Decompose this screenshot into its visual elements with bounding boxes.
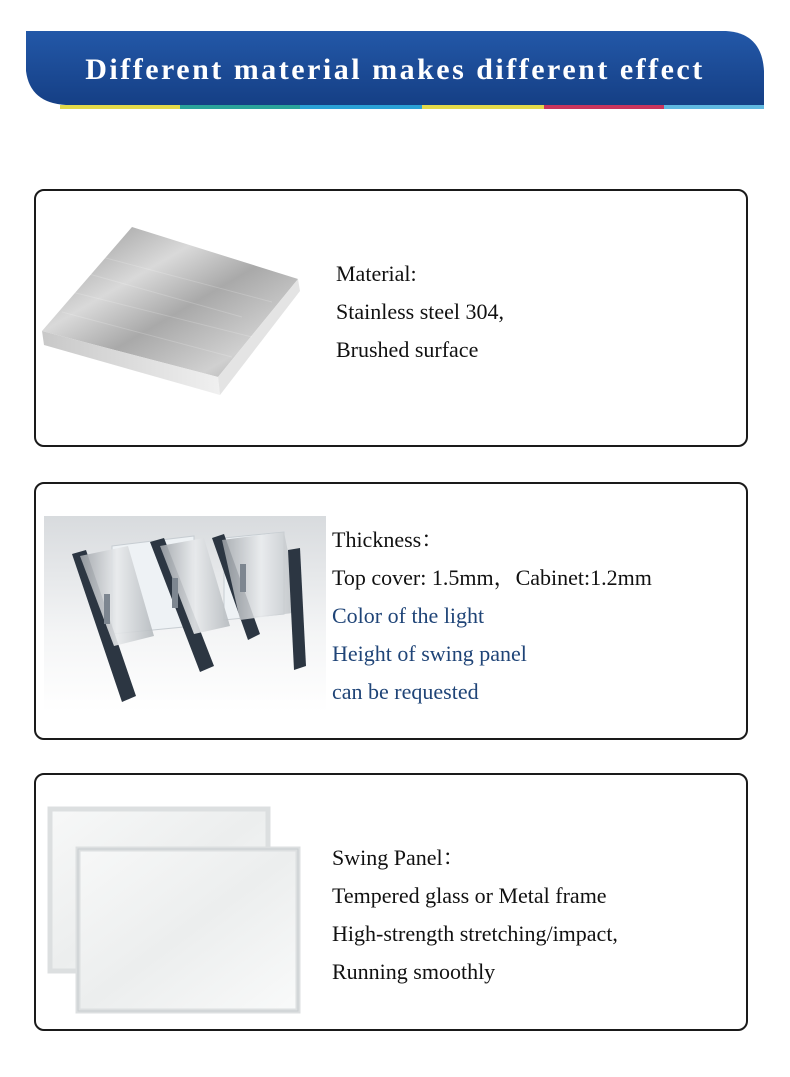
thickness-text bbox=[332, 521, 652, 711]
swing-gate-turnstile-image bbox=[44, 516, 326, 712]
material-line-1: Material: bbox=[336, 261, 417, 286]
swing-panel-line-1: Swing Panel： bbox=[332, 845, 465, 870]
light-color-line: Color of the light bbox=[332, 603, 485, 628]
swing-panel-card bbox=[34, 773, 748, 1031]
material-text bbox=[336, 255, 504, 369]
stripe-lightblue bbox=[664, 105, 764, 109]
swing-height-line: Height of swing panel bbox=[332, 641, 527, 666]
swing-panel-line-2: Tempered glass or Metal frame bbox=[332, 883, 607, 908]
swing-panel-line-3: High-strength stretching/impact, bbox=[332, 921, 618, 946]
material-line-2: Stainless steel 304, bbox=[336, 299, 505, 324]
requested-line: can be requested bbox=[332, 679, 479, 704]
thickness-line-2: Top cover: 1.5mm，Cabinet:1.2mm bbox=[332, 565, 652, 590]
banner-title: Different material makes different effect bbox=[85, 53, 705, 86]
stripe-yellow-2 bbox=[422, 105, 544, 109]
stripe-cyan bbox=[300, 105, 422, 109]
stripe-yellow bbox=[60, 105, 180, 109]
thickness-card bbox=[34, 482, 748, 740]
stripe-teal bbox=[180, 105, 300, 109]
brushed-steel-plate-image bbox=[42, 227, 302, 399]
material-card bbox=[34, 189, 748, 447]
glass-panels-image bbox=[46, 805, 302, 1015]
thickness-line-1: Thickness： bbox=[332, 527, 444, 552]
material-line-3: Brushed surface bbox=[336, 337, 479, 362]
header-banner bbox=[26, 31, 764, 109]
stripe-red bbox=[544, 105, 664, 109]
swing-panel-text bbox=[332, 839, 618, 991]
swing-panel-line-4: Running smoothly bbox=[332, 959, 496, 984]
